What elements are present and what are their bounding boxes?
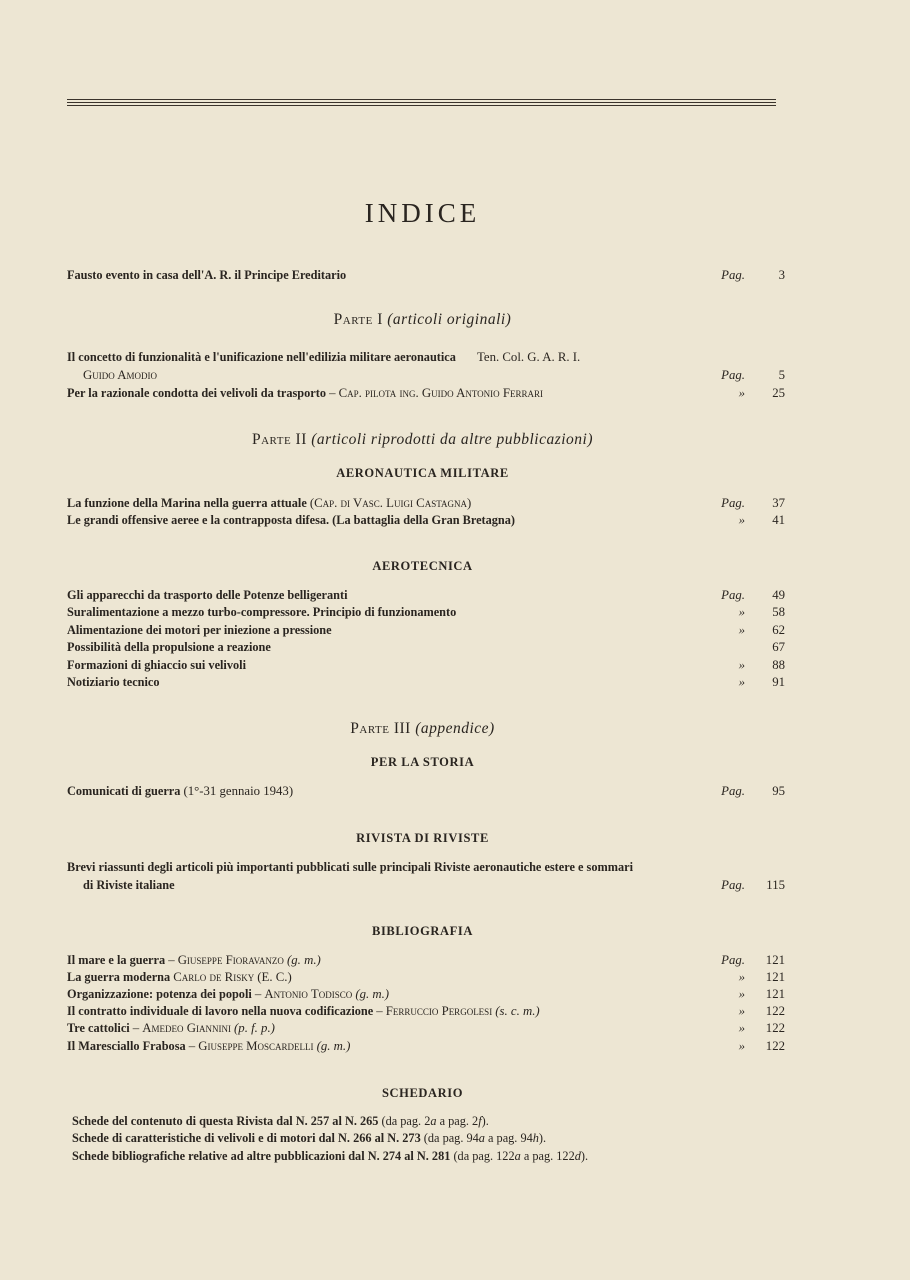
entry-title: Possibilità della propulsione a reazione [67, 640, 271, 654]
toc-entry [67, 782, 785, 800]
entry-author: Giuseppe Moscardelli [198, 1039, 314, 1053]
schedario-range-open: (da pag. [423, 1131, 464, 1145]
schedario-range-mid: a pag. [488, 1131, 518, 1145]
entry-page-label: » [738, 605, 745, 619]
entry-title: Il concetto di funzionalità e l'unificazione nell'edilizia militare aeronautica [67, 350, 456, 364]
entry-reviewer: (E. C.) [257, 970, 292, 984]
schedario-to-page: 122 [556, 1149, 575, 1163]
entry-page-number: 122 [765, 1021, 785, 1035]
entry-page-label: » [738, 970, 745, 984]
schedario-from-letter: a [478, 1131, 485, 1145]
entry-author: Cap. pilota ing. Guido Antonio Ferrari [338, 386, 543, 400]
entry-page-label: » [738, 658, 745, 672]
schedario-from-page: 122 [496, 1149, 515, 1163]
entry-reviewer: (g. m.) [316, 1039, 351, 1053]
toc-entry [67, 348, 785, 366]
entry-author: Guido Amodio [83, 368, 157, 382]
entry-page-label: Pag. [721, 878, 745, 892]
entry-page-number: 49 [772, 588, 785, 602]
intro-page-number: 3 [778, 268, 785, 282]
entry-title: Brevi riassunti degli articoli più importanti pubblicati sulle principali Riviste aeronautiche estere e sommari [67, 860, 633, 874]
page-title: INDICE [364, 198, 481, 228]
schedario-range-mid: a pag. [439, 1114, 469, 1128]
entry-page-number: 115 [766, 878, 785, 892]
toc-entry [67, 1002, 785, 1020]
entry-page-label: Pag. [721, 588, 745, 602]
schedario-to-letter: h [532, 1131, 539, 1145]
entry-page-number: 37 [772, 496, 785, 510]
schedario-from-letter: a [514, 1149, 521, 1163]
entry-page-number: 88 [772, 658, 785, 672]
entry-author: Ten. Col. G. A. R. I. [477, 350, 581, 364]
toc-entry [67, 384, 785, 402]
schedario-range-close: ). [481, 1114, 489, 1128]
section-heading: PER LA STORIA [370, 755, 475, 769]
entry-page-label: » [738, 1039, 745, 1053]
schedario-entry [72, 1147, 772, 1165]
parte-3-label: Parte III [350, 720, 411, 737]
entry-page-number: 58 [772, 605, 785, 619]
entry-page-label: » [738, 623, 745, 637]
toc-entry [67, 638, 785, 656]
entry-page-number: 62 [772, 623, 785, 637]
section-heading: AERONAUTICA MILITARE [336, 466, 509, 480]
entry-dash: – [188, 1039, 196, 1053]
toc-entry [67, 586, 785, 604]
parte-2-label: Parte II [251, 431, 307, 448]
parte-1-subtitle: (articoli originali) [387, 311, 512, 328]
entry-page-label: » [738, 386, 745, 400]
top-rule-3 [67, 105, 776, 106]
toc-entry-continuation [67, 876, 785, 894]
schedario-entry [72, 1129, 772, 1147]
entry-page-number: 121 [765, 987, 785, 1001]
toc-entry [67, 511, 785, 529]
parte-1-heading [0, 311, 845, 329]
entry-title: Per la razionale condotta dei velivoli da trasporto [67, 386, 326, 400]
parte-2-subtitle: (articoli riprodotti da altre pubblicazioni) [311, 431, 594, 448]
schedario-to-letter: d [574, 1149, 581, 1163]
entry-title: Notiziario tecnico [67, 675, 160, 689]
entry-title: Suralimentazione a mezzo turbo-compressore. Principio di funzionamento [67, 605, 457, 619]
entry-page-label: Pag. [721, 953, 745, 967]
toc-entry [67, 1019, 785, 1037]
entry-title: di Riviste italiane [83, 878, 175, 892]
entry-title: Il contratto individuale di lavoro nella nuova codificazione [67, 1004, 374, 1018]
entry-page-number: 121 [765, 970, 785, 984]
parte-2-heading [0, 431, 845, 449]
section-heading: RIVISTA DI RIVISTE [356, 831, 489, 845]
intro-text: Fausto evento in casa dell'A. R. il Principe Ereditario [67, 268, 347, 282]
intro-entry [67, 266, 785, 284]
toc-entry [67, 985, 785, 1003]
toc-entry [67, 858, 785, 876]
entry-page-number: 122 [765, 1004, 785, 1018]
entry-reviewer: (s. c. m.) [495, 1004, 540, 1018]
schedario-text: Schede di caratteristiche di velivoli e di motori dal N. 266 al N. 273 [72, 1131, 421, 1145]
toc-entry-continuation [67, 366, 785, 384]
toc-entry [67, 968, 785, 986]
schedario-range-open: (da pag. [453, 1149, 494, 1163]
section-heading: AEROTECNICA [372, 559, 473, 573]
toc-entry [67, 656, 785, 674]
entry-title: Organizzazione: potenza dei popoli [67, 987, 252, 1001]
toc-entry [67, 951, 785, 969]
schedario-text: Schede bibliografiche relative ad altre pubblicazioni dal N. 274 al N. 281 [72, 1149, 451, 1163]
entry-title: Il Maresciallo Frabosa [67, 1039, 186, 1053]
schedario-to-page: 2 [472, 1114, 479, 1128]
parte-3-subtitle: (appendice) [415, 720, 495, 737]
entry-page-label: Pag. [721, 784, 745, 798]
entry-page-label: » [738, 987, 745, 1001]
entry-page-number: 5 [778, 368, 785, 382]
toc-entry [67, 603, 785, 621]
entry-page-number: 121 [765, 953, 785, 967]
entry-page-number: 67 [772, 640, 785, 654]
toc-entry [67, 673, 785, 691]
schedario-to-page: 94 [520, 1131, 533, 1145]
entry-reviewer: (p. f. p.) [234, 1021, 275, 1035]
top-rule-2 [67, 102, 776, 103]
entry-dash: – [168, 953, 175, 967]
section-heading: SCHEDARIO [381, 1086, 464, 1100]
entry-title: Gli apparecchi da trasporto delle Potenze belligeranti [67, 588, 348, 602]
entry-title: Tre cattolici [67, 1021, 130, 1035]
parte-3-heading [0, 720, 845, 738]
entry-title: Comunicati di guerra [67, 784, 181, 798]
schedario-from-letter: a [430, 1114, 437, 1128]
entry-page-label: » [738, 1004, 745, 1018]
schedario-range-close: ). [580, 1149, 589, 1163]
schedario-from-page: 2 [424, 1114, 431, 1128]
entry-title: Alimentazione dei motori per iniezione a pressione [67, 623, 332, 637]
entry-page-number: 91 [772, 675, 785, 689]
top-rule-1 [67, 99, 776, 100]
entry-page-label: » [738, 513, 745, 527]
entry-title: Le grandi offensive aeree e la contrapposta difesa. (La battaglia della Gran Bretagna) [67, 513, 516, 527]
entry-reviewer: (g. m.) [287, 953, 321, 967]
toc-entry [67, 494, 785, 512]
schedario-from-page: 94 [466, 1131, 479, 1145]
entry-page-label: » [738, 675, 745, 689]
entry-title: Il mare e la guerra [67, 953, 166, 967]
entry-title: Formazioni di ghiaccio sui velivoli [67, 658, 246, 672]
schedario-range-open: (da pag. [381, 1114, 422, 1128]
entry-dash: – [254, 987, 262, 1001]
section-heading: BIBLIOGRAFIA [372, 924, 473, 938]
entry-detail: (1°-31 gennaio 1943) [183, 784, 294, 798]
schedario-range-close: ). [538, 1131, 547, 1145]
schedario-range-mid: a pag. [523, 1149, 554, 1163]
parte-1-label: Parte I [333, 311, 383, 328]
schedario-text: Schede del contenuto di questa Rivista dal N. 257 al N. 265 [72, 1114, 379, 1128]
entry-page-number: 25 [772, 386, 785, 400]
entry-author: (Cap. di Vasc. Luigi Castagna) [309, 496, 472, 510]
entry-title: La guerra moderna [67, 970, 171, 984]
entry-page-number: 122 [765, 1039, 785, 1053]
entry-page-number: 95 [772, 784, 785, 798]
intro-page-label: Pag. [721, 268, 745, 282]
entry-dash: – [132, 1021, 140, 1035]
schedario-to-letter: f [478, 1114, 482, 1128]
entry-author: Ferruccio Pergolesi [385, 1004, 493, 1018]
toc-entry [67, 621, 785, 639]
entry-page-label: » [738, 1021, 745, 1035]
entry-page-label: Pag. [721, 496, 745, 510]
entry-dash: – [376, 1004, 383, 1018]
entry-page-label: Pag. [721, 368, 745, 382]
entry-author: Amedeo Giannini [142, 1021, 231, 1035]
entry-reviewer: (g. m.) [355, 987, 390, 1001]
entry-dash: – [329, 386, 336, 400]
entry-author: Giuseppe Fioravanzo [177, 953, 284, 967]
entry-author: Carlo de Risky [173, 970, 255, 984]
schedario-entry [72, 1112, 772, 1130]
entry-author: Antonio Todisco [264, 987, 353, 1001]
entry-page-number: 41 [772, 513, 785, 527]
entry-title: La funzione della Marina nella guerra attuale [67, 496, 307, 510]
toc-entry [67, 1037, 785, 1055]
